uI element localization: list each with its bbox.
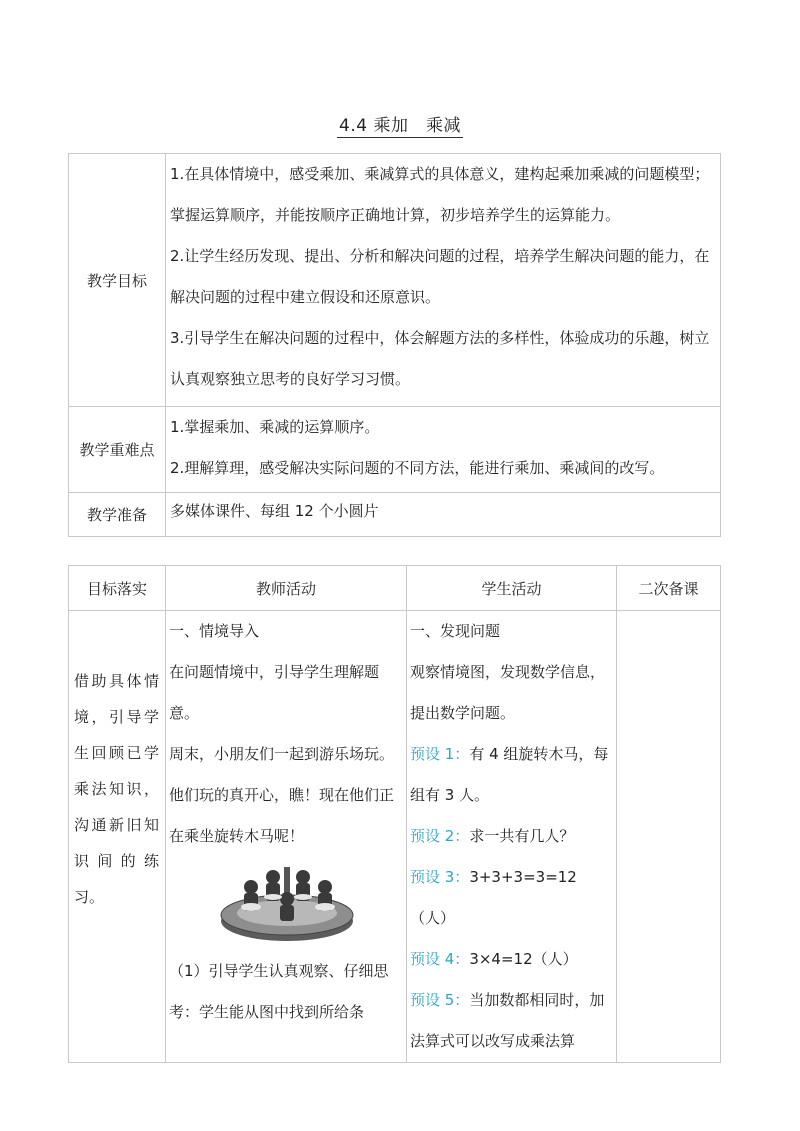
teacher-paragraph: 周末，小朋友们一起到游乐场玩。他们玩的真开心，瞧！现在他们正在乘坐旋转木马呢！ (169, 745, 395, 845)
student-section-title: 一、发现问题 (410, 622, 501, 640)
goal-item: 1.在具体情境中，感受乘加、乘减算式的具体意义，建构起乘加乘减的问题模型；掌握运算顺序，并能按顺序正确地计算，初步培养学生的运算能力。 (170, 165, 710, 224)
student-activity-cell (407, 611, 617, 1063)
preset-text: 求一共有几人？ (469, 827, 575, 845)
preset-item (410, 857, 614, 939)
goals-row (69, 154, 721, 407)
prep-label: 教学准备 (69, 493, 166, 537)
teacher-activity-cell (166, 611, 407, 1063)
key-points-content (166, 407, 721, 493)
preset-text: 当加数都相同时，加法算式可以改写成乘法算 (410, 991, 605, 1050)
preset-item (410, 939, 614, 980)
key-point-item: 2.理解算理，感受解决实际问题的不同方法，能进行乘加、乘减间的改写。 (170, 459, 665, 477)
preset-text: 有 4 组旋转木马，每组有 3 人。 (410, 745, 609, 804)
header-row (69, 566, 721, 611)
preset-text: 3+3+3=3=12（人） (410, 868, 577, 927)
preset-label: 预设 2： (410, 827, 470, 845)
header-student: 学生活动 (407, 566, 617, 611)
header-notes: 二次备课 (617, 566, 721, 611)
key-point-item: 1.掌握乘加、乘减的运算顺序。 (170, 418, 380, 436)
preset-item (410, 816, 614, 857)
preset-label: 预设 4： (410, 950, 470, 968)
preset-item (410, 980, 614, 1062)
key-points-label: 教学重难点 (69, 407, 166, 493)
content-row (69, 611, 721, 1063)
teacher-paragraph: （1）引导学生认真观察、仔细思考：学生能从图中找到所给条 (169, 962, 389, 1021)
key-points-row (69, 407, 721, 493)
prep-row (69, 493, 721, 537)
goal-item: 3.引导学生在解决问题的过程中，体会解题方法的多样性，体验成功的乐趣，树立认真观察独立思考的良好学习习惯。 (170, 329, 710, 388)
prep-content: 多媒体课件、每组 12 个小圆片 (166, 493, 721, 537)
teacher-paragraph: 在问题情境中，引导学生理解题意。 (169, 663, 380, 722)
preset-item (410, 734, 614, 816)
notes-cell (617, 611, 721, 1063)
preset-label: 预设 1： (410, 745, 470, 763)
goals-label: 教学目标 (69, 154, 166, 407)
preset-text: 3×4=12（人） (469, 950, 578, 968)
page-title: 4.4 乘加 乘减 (339, 116, 461, 136)
lesson-process-table (68, 565, 721, 1063)
header-teacher: 教师活动 (166, 566, 407, 611)
student-paragraph: 观察情境图，发现数学信息，提出数学问题。 (410, 663, 606, 722)
merry-go-round-illustration (169, 859, 404, 945)
goals-content (166, 154, 721, 407)
goal-item: 2.让学生经历发现、提出、分析和解决问题的过程，培养学生解决问题的能力，在解决问题的过程中建立假设和还原意识。 (170, 247, 710, 306)
lesson-info-table (68, 153, 721, 537)
goal-cell (69, 611, 166, 1063)
preset-label: 预设 3： (410, 868, 470, 886)
header-goal: 目标落实 (69, 566, 166, 611)
preset-label: 预设 5： (410, 991, 470, 1009)
teacher-section-title: 一、情境导入 (169, 622, 260, 640)
goal-text: 借助具体情境，引导学生回顾已学乘法知识，沟通新旧知识间的练习。 (74, 672, 159, 906)
